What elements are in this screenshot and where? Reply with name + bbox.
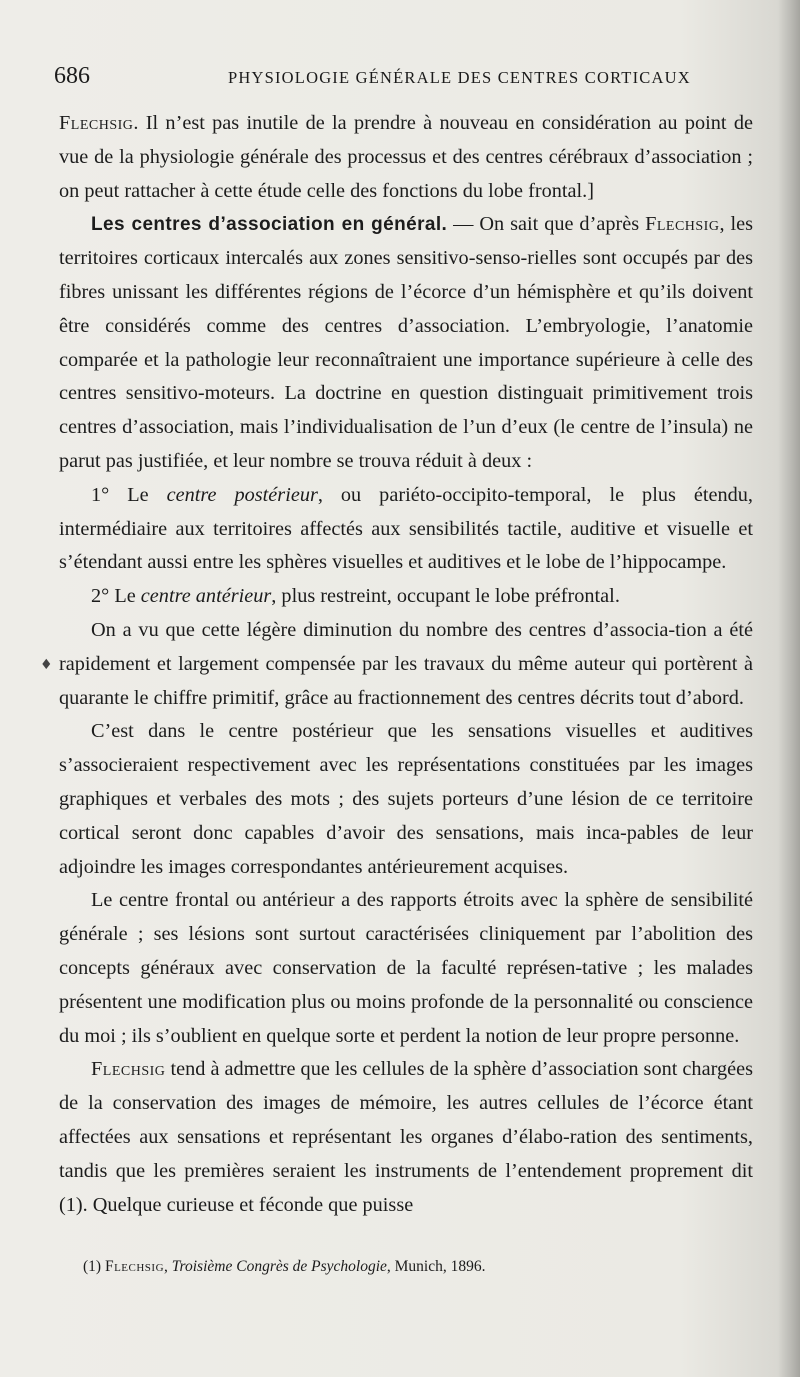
body-text bbox=[59, 107, 753, 1222]
paragraph-text: , les territoires corticaux intercalés aux zones sensitivo-senso-rielles sont occupés par des fibres unissant les différentes régions de l’écorce d’un hémisphère et qu’ils doivent être considérés comme des centres d’association. L’embryologie, l’anatomie comparée et la pathologie leur reconnaîtraient une importance supérieure à celle des centres sensitivo-moteurs. La doctrine en question distinguait primitivement trois centres d’association, mais l’individualisation de l’un d’eux (le centre de l’insula) ne parut pas justifiée, et leur nombre se trouva réduit à deux : bbox=[59, 213, 753, 472]
footnote-text: , Munich, 1896. bbox=[386, 1258, 486, 1275]
author-name: Flechsig bbox=[59, 112, 134, 134]
item-number: 1° Le bbox=[91, 483, 167, 506]
running-head: PHYSIOLOGIE GÉNÉRALE DES CENTRES CORTICAUX bbox=[228, 68, 691, 87]
italic-term: centre antérieur bbox=[140, 585, 272, 608]
author-name: Flechsig bbox=[91, 1058, 166, 1081]
footnote bbox=[83, 1258, 763, 1276]
paragraph: On a vu que cette légère diminution du nombre des centres d’associa-tion a été rapidement et largement compensée par les travaux du même auteur qui portèrent à quarante le chiffre primitif, grâce au fractionnement des centres décrits tout d’abord. bbox=[59, 618, 753, 709]
footnote-title: Troisième Congrès de Psychologie bbox=[171, 1258, 387, 1275]
footnote-number: (1) bbox=[83, 1258, 105, 1275]
paragraph-text: . Il n’est pas inutile de la prendre à nouveau en considération au point de vue de la physiologie générale des processus et des centres cérébraux d’association ; on peut rattacher à cette étude celle des fonctions du lobe frontal.] bbox=[59, 112, 753, 202]
item-number: 2° Le bbox=[91, 585, 141, 608]
paragraph-text: , plus restreint, occupant le lobe préfrontal. bbox=[271, 585, 620, 608]
paragraph bbox=[59, 479, 753, 580]
paragraph bbox=[59, 107, 753, 208]
footnote-author: Flechsig bbox=[104, 1258, 165, 1275]
page-edge-shadow bbox=[778, 0, 800, 1377]
footnote-separator: , bbox=[164, 1258, 172, 1275]
dash-text: — On sait que d’après bbox=[447, 213, 646, 236]
page-header bbox=[54, 63, 754, 93]
italic-term: centre postérieur bbox=[166, 483, 318, 506]
paragraph-text: tend à admettre que les cellules de la sphère d’association sont chargées de la conservation des images de mémoire, les autres cellules de l’écorce étant affectées aux sensations et représentant les organes d’élabo-ration des sentiments, tandis que les premières seraient les instruments de l’entendement proprement dit (1). Quelque curieuse et féconde que puisse bbox=[59, 1058, 753, 1216]
paragraph bbox=[59, 580, 753, 614]
paragraph: Le centre frontal ou antérieur a des rapports étroits avec la sphère de sensibilité générale ; ses lésions sont surtout caractérisées cliniquement par l’abolition des concepts généraux avec conservation de la faculté représen-tative ; les malades présentent une modification plus ou moins profonde de la personnalité ou conscience du moi ; ils s’oublient en quelque sorte et perdent la notion de leur propre personne. bbox=[59, 889, 753, 1047]
page-number: 686 bbox=[54, 63, 90, 89]
section-heading: Les centres d’association en général. bbox=[91, 214, 448, 236]
author-name: Flechsig bbox=[645, 213, 720, 236]
margin-mark: ♦ bbox=[40, 657, 53, 673]
paragraph bbox=[59, 1053, 753, 1222]
paragraph-text: , ou pariéto-occipito-temporal, le plus étendu, intermédiaire aux territoires affectés aux sensibilités tactile, auditive et visuelle et s’étendant aussi entre les sphères visuelles et auditives et le lobe de l’hippocampe. bbox=[59, 483, 753, 574]
paragraph: C’est dans le centre postérieur que les sensations visuelles et auditives s’associeraient respectivement avec les représentations constituées par les images graphiques et verbales des mots ; des sujets porteurs d’une lésion de ce territoire cortical seront donc capables d’avoir des sensations, mais inca-pables de leur adjoindre les images correspondantes antérieurement acquises. bbox=[59, 720, 753, 878]
paragraph bbox=[59, 208, 753, 478]
